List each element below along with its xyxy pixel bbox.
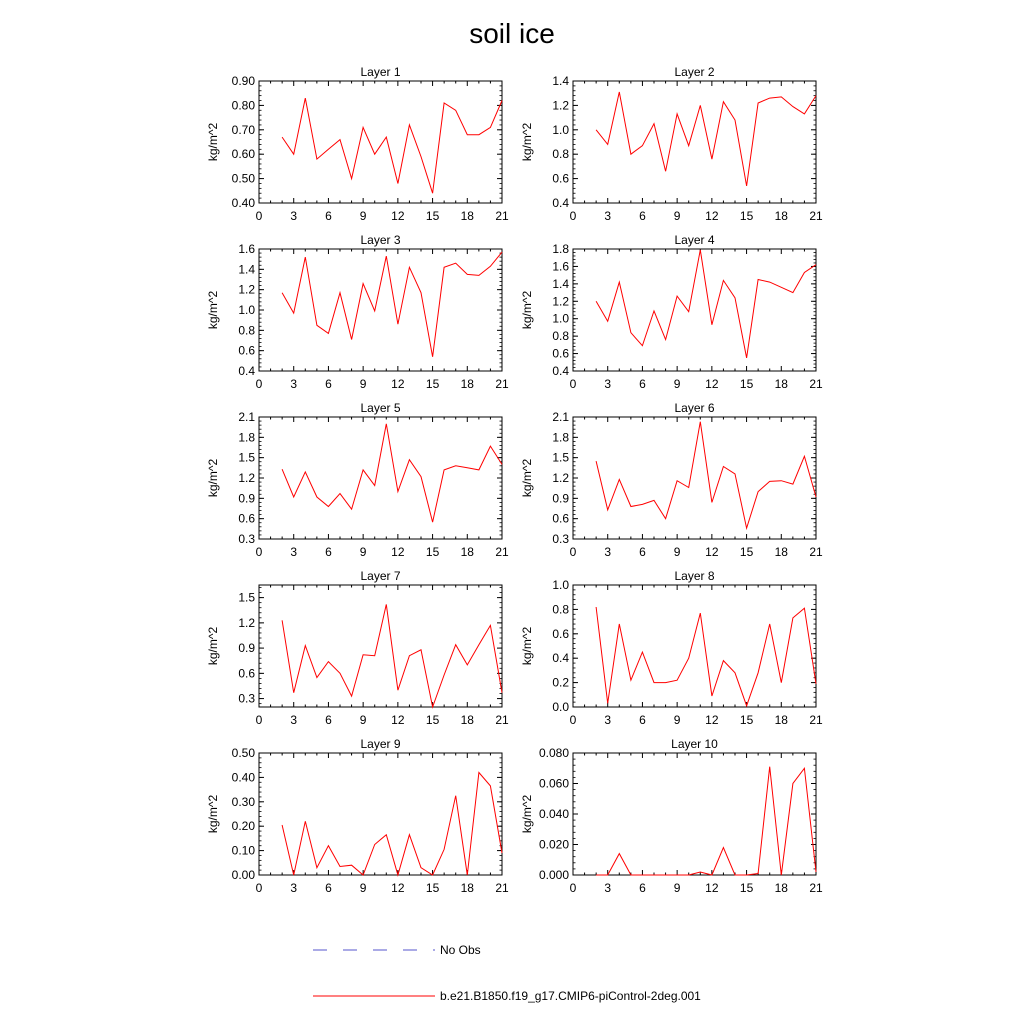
y-tick-label: 0.080 <box>538 746 569 760</box>
y-axis-label: kg/m^2 <box>206 794 220 834</box>
y-tick-label: 0.20 <box>231 819 255 834</box>
panel-title: Layer 10 <box>671 737 718 751</box>
legend-label-no-obs: No Obs <box>440 943 481 957</box>
y-tick-label: 0.4 <box>238 364 255 378</box>
x-tick-label: 12 <box>391 209 405 223</box>
panel-title: Layer 2 <box>674 65 715 79</box>
y-tick-label: 1.5 <box>552 450 569 465</box>
x-tick-label: 18 <box>774 881 788 895</box>
x-tick-label: 15 <box>425 545 440 559</box>
y-tick-label: 0.6 <box>552 511 569 526</box>
x-tick-label: 3 <box>604 881 612 895</box>
y-axis-label: kg/m^2 <box>520 794 534 834</box>
y-tick-label: 0.3 <box>238 532 255 546</box>
x-tick-label: 6 <box>325 545 332 559</box>
x-tick-label: 0 <box>569 377 577 391</box>
panel-title: Layer 9 <box>360 737 401 751</box>
panels-grid <box>206 65 823 895</box>
x-tick-label: 18 <box>460 881 474 895</box>
y-tick-label: 1.4 <box>238 262 255 277</box>
x-tick-label: 15 <box>739 881 754 895</box>
y-axis-label: kg/m^2 <box>520 290 534 330</box>
x-tick-label: 15 <box>425 209 440 223</box>
y-axis-label: kg/m^2 <box>206 458 220 498</box>
x-tick-label: 15 <box>425 377 440 391</box>
y-tick-label: 1.0 <box>552 122 569 137</box>
plot-frame <box>573 249 816 371</box>
series-line <box>596 607 816 706</box>
y-tick-label: 1.2 <box>552 294 569 309</box>
x-tick-label: 9 <box>359 377 367 391</box>
x-tick-label: 0 <box>569 545 577 559</box>
y-tick-label: 1.6 <box>238 242 255 256</box>
x-tick-label: 3 <box>290 881 298 895</box>
y-tick-label: 0.70 <box>231 122 255 137</box>
x-tick-label: 12 <box>705 713 719 727</box>
panel-layer-8 <box>520 569 823 727</box>
series-line <box>596 250 816 358</box>
y-tick-label: 1.2 <box>238 282 255 297</box>
panel-title: Layer 8 <box>674 569 715 583</box>
y-tick-label: 0.4 <box>552 364 569 378</box>
x-tick-label: 9 <box>359 209 367 223</box>
x-tick-label: 18 <box>460 377 474 391</box>
x-tick-label: 6 <box>639 377 646 391</box>
y-tick-label: 0.60 <box>231 147 255 162</box>
x-tick-label: 0 <box>255 713 263 727</box>
x-tick-label: 15 <box>739 209 754 223</box>
x-tick-label: 3 <box>604 209 612 223</box>
x-tick-label: 9 <box>673 713 681 727</box>
x-tick-label: 6 <box>639 881 646 895</box>
plot-frame <box>573 417 816 539</box>
y-tick-label: 0.020 <box>538 837 569 852</box>
x-tick-label: 18 <box>774 209 788 223</box>
plot-frame <box>259 585 502 707</box>
x-tick-label: 0 <box>255 545 263 559</box>
y-axis-label: kg/m^2 <box>206 290 220 330</box>
x-tick-label: 21 <box>495 377 509 391</box>
series-line <box>596 92 816 186</box>
panel-layer-6 <box>520 401 823 559</box>
y-tick-label: 0.00 <box>231 868 255 882</box>
y-tick-label: 0.6 <box>552 346 569 361</box>
x-tick-label: 6 <box>639 713 646 727</box>
x-tick-label: 12 <box>705 545 719 559</box>
x-tick-label: 21 <box>495 713 509 727</box>
y-tick-label: 0.0 <box>552 700 569 714</box>
x-tick-label: 21 <box>809 377 823 391</box>
y-tick-label: 0.30 <box>231 794 255 809</box>
y-tick-label: 0.9 <box>238 491 255 506</box>
y-tick-label: 0.90 <box>231 74 255 88</box>
series-line <box>282 773 502 876</box>
y-tick-label: 1.5 <box>238 590 255 605</box>
x-tick-label: 3 <box>604 377 612 391</box>
x-tick-label: 3 <box>604 713 612 727</box>
x-tick-label: 6 <box>639 545 646 559</box>
y-tick-label: 1.4 <box>552 276 569 291</box>
y-tick-label: 1.2 <box>238 471 255 485</box>
y-tick-label: 0.40 <box>231 770 255 785</box>
x-tick-label: 15 <box>425 713 440 727</box>
y-tick-label: 0.10 <box>231 843 255 858</box>
x-tick-label: 21 <box>495 881 509 895</box>
legend-entry-no-obs <box>313 943 481 957</box>
x-tick-label: 15 <box>425 881 440 895</box>
plot-frame <box>573 81 816 203</box>
y-axis-label: kg/m^2 <box>520 626 534 666</box>
x-tick-label: 15 <box>739 713 754 727</box>
y-tick-label: 0.50 <box>231 171 255 186</box>
y-tick-label: 0.40 <box>231 196 255 210</box>
panel-title: Layer 5 <box>360 401 401 415</box>
x-tick-label: 21 <box>809 545 823 559</box>
y-tick-label: 0.6 <box>238 343 255 358</box>
y-axis-label: kg/m^2 <box>520 122 534 162</box>
y-tick-label: 0.3 <box>238 691 255 706</box>
x-tick-label: 21 <box>495 209 509 223</box>
chart-title: soil ice <box>469 18 555 49</box>
x-tick-label: 15 <box>739 377 754 391</box>
x-tick-label: 18 <box>460 545 474 559</box>
y-tick-label: 0.6 <box>238 511 255 526</box>
y-tick-label: 0.6 <box>238 666 255 681</box>
y-tick-label: 2.1 <box>552 410 569 424</box>
x-tick-label: 21 <box>495 545 509 559</box>
panel-layer-9 <box>206 737 509 895</box>
panel-title: Layer 3 <box>360 233 401 247</box>
legend-label-model-run: b.e21.B1850.f19_g17.CMIP6-piControl-2deg.001 <box>440 989 701 1003</box>
x-tick-label: 12 <box>391 713 405 727</box>
panel-title: Layer 1 <box>360 65 401 79</box>
y-tick-label: 0.040 <box>538 807 569 821</box>
y-tick-label: 1.5 <box>238 450 255 465</box>
x-tick-label: 12 <box>705 377 719 391</box>
y-tick-label: 1.8 <box>552 242 569 256</box>
y-tick-label: 1.0 <box>552 578 569 592</box>
panel-layer-3 <box>206 233 509 391</box>
x-tick-label: 3 <box>604 545 612 559</box>
series-line <box>282 98 502 193</box>
x-tick-label: 21 <box>809 209 823 223</box>
x-tick-label: 0 <box>255 881 263 895</box>
y-tick-label: 0.9 <box>238 641 255 656</box>
series-line <box>282 252 502 357</box>
y-tick-label: 0.8 <box>238 323 255 338</box>
panel-title: Layer 7 <box>360 569 401 583</box>
x-tick-label: 12 <box>391 881 405 895</box>
y-tick-label: 0.8 <box>552 329 569 344</box>
y-tick-label: 0.80 <box>231 98 255 113</box>
x-tick-label: 21 <box>809 713 823 727</box>
panel-layer-10 <box>520 737 823 895</box>
x-tick-label: 18 <box>460 713 474 727</box>
y-tick-label: 2.1 <box>238 410 255 424</box>
y-tick-label: 0.2 <box>552 675 569 690</box>
plot-frame <box>259 417 502 539</box>
y-tick-label: 0.6 <box>552 626 569 641</box>
y-tick-label: 1.4 <box>552 74 569 88</box>
plot-frame <box>259 249 502 371</box>
x-tick-label: 3 <box>290 209 298 223</box>
y-tick-label: 1.2 <box>238 615 255 630</box>
y-tick-label: 0.3 <box>552 532 569 546</box>
y-axis-label: kg/m^2 <box>206 122 220 162</box>
x-tick-label: 0 <box>569 713 577 727</box>
y-tick-label: 0.4 <box>552 651 569 666</box>
x-tick-label: 12 <box>705 209 719 223</box>
x-tick-label: 9 <box>673 545 681 559</box>
series-line <box>282 424 502 522</box>
panel-layer-5 <box>206 401 509 559</box>
x-tick-label: 3 <box>290 545 298 559</box>
x-tick-label: 3 <box>290 377 298 391</box>
plot-frame <box>259 81 502 203</box>
x-tick-label: 18 <box>774 377 788 391</box>
series-line <box>596 767 816 875</box>
panel-layer-4 <box>520 233 823 391</box>
y-tick-label: 1.0 <box>238 303 255 317</box>
y-tick-label: 0.8 <box>552 147 569 162</box>
x-tick-label: 18 <box>774 713 788 727</box>
x-tick-label: 6 <box>325 377 332 391</box>
panel-layer-1 <box>206 65 509 223</box>
panel-title: Layer 6 <box>674 401 715 415</box>
x-tick-label: 6 <box>325 713 332 727</box>
x-tick-label: 21 <box>809 881 823 895</box>
legend-entry-model-run <box>313 989 701 1003</box>
y-tick-label: 0.8 <box>552 602 569 617</box>
series-line <box>282 604 502 707</box>
y-tick-label: 0.4 <box>552 196 569 210</box>
x-tick-label: 0 <box>569 881 577 895</box>
y-tick-label: 0.6 <box>552 171 569 186</box>
x-tick-label: 18 <box>774 545 788 559</box>
y-axis-label: kg/m^2 <box>520 458 534 498</box>
x-tick-label: 9 <box>673 209 681 223</box>
x-tick-label: 9 <box>359 713 367 727</box>
plot-frame <box>259 753 502 875</box>
x-tick-label: 0 <box>255 377 263 391</box>
x-tick-label: 12 <box>391 545 405 559</box>
panel-layer-7 <box>206 569 509 727</box>
y-tick-label: 0.060 <box>538 776 569 791</box>
x-tick-label: 9 <box>673 377 681 391</box>
x-tick-label: 12 <box>391 377 405 391</box>
y-tick-label: 1.2 <box>552 98 569 113</box>
y-tick-label: 0.50 <box>231 746 255 760</box>
x-tick-label: 18 <box>460 209 474 223</box>
x-tick-label: 6 <box>639 209 646 223</box>
x-tick-label: 3 <box>290 713 298 727</box>
y-tick-label: 0.9 <box>552 491 569 506</box>
x-tick-label: 9 <box>359 881 367 895</box>
panel-title: Layer 4 <box>674 233 715 247</box>
x-tick-label: 12 <box>705 881 719 895</box>
y-tick-label: 1.6 <box>552 259 569 274</box>
x-tick-label: 0 <box>569 209 577 223</box>
x-tick-label: 15 <box>739 545 754 559</box>
legend <box>313 943 701 1003</box>
y-tick-label: 0.000 <box>538 868 569 882</box>
x-tick-label: 0 <box>255 209 263 223</box>
x-tick-label: 9 <box>359 545 367 559</box>
panel-layer-2 <box>520 65 823 223</box>
y-tick-label: 1.8 <box>238 430 255 445</box>
y-axis-label: kg/m^2 <box>206 626 220 666</box>
y-tick-label: 1.0 <box>552 311 569 326</box>
y-tick-label: 1.2 <box>552 471 569 485</box>
x-tick-label: 6 <box>325 209 332 223</box>
series-line <box>596 422 816 529</box>
x-tick-label: 9 <box>673 881 681 895</box>
y-tick-label: 1.8 <box>552 430 569 445</box>
x-tick-label: 6 <box>325 881 332 895</box>
